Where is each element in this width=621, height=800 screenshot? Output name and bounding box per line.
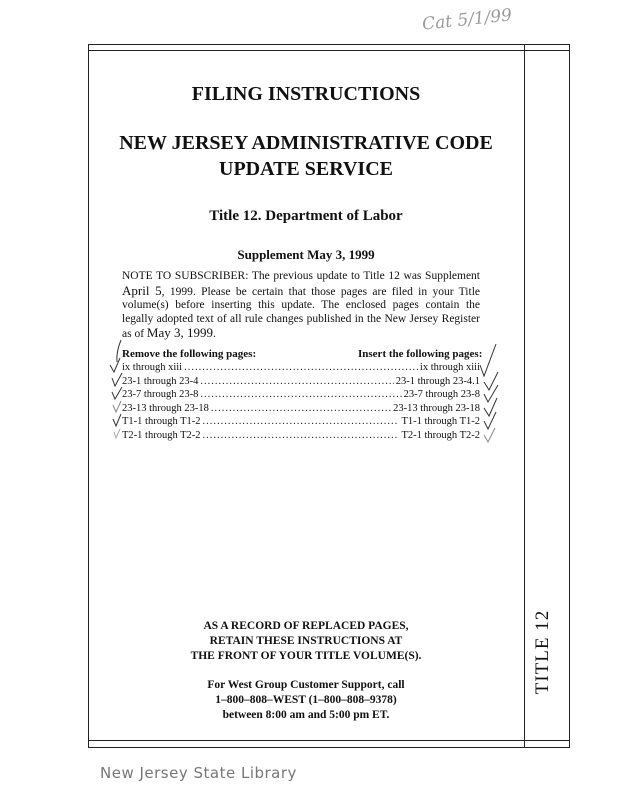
- support-info: [88, 678, 524, 723]
- remove-range: 23-13 through 23-18: [122, 402, 209, 414]
- remove-range: 23-7 through 23-8: [122, 389, 199, 400]
- support-hours: between 8:00 am and 5:00 pm ET.: [222, 709, 390, 721]
- check-mark-icon: [113, 414, 121, 426]
- title-line: Title 12. Department of Labor: [209, 208, 403, 224]
- support-line-1: For West Group Customer Support, call: [207, 679, 405, 691]
- library-stamp: New Jersey State Library: [100, 764, 297, 782]
- insert-range: ix through xiii: [419, 362, 480, 373]
- check-mark-icon: [480, 344, 496, 376]
- note-part3: .: [213, 328, 216, 340]
- note-date2: May 3, 1999: [146, 325, 214, 340]
- check-mark-icon: [110, 358, 120, 372]
- check-marks-left: [110, 340, 122, 438]
- remove-range: T2-1 through T2-2: [122, 429, 201, 441]
- check-mark-icon: [484, 372, 498, 390]
- check-mark-icon: [484, 428, 495, 442]
- heading-code-line1: NEW JERSEY ADMINISTRATIVE CODE: [119, 132, 493, 154]
- insert-range: T2-1 through T2-2: [401, 429, 480, 441]
- insert-range: 23-1 through 23-4.1: [395, 375, 480, 387]
- note-date1: April 5: [122, 282, 162, 298]
- check-mark-icon: [114, 429, 120, 438]
- insert-header: Insert the following pages:: [358, 348, 483, 360]
- remove-header: Remove the following pages:: [122, 348, 257, 360]
- insert-range: 23-13 through 23-18: [393, 402, 480, 414]
- heading-code-line2: UPDATE SERVICE: [219, 158, 393, 180]
- insert-range: 23-7 through 23-8: [403, 389, 480, 400]
- remove-range: ix through xiii: [122, 362, 183, 373]
- handwritten-note: Cat 5/1/99: [421, 5, 513, 35]
- check-mark-icon: [112, 387, 122, 399]
- record-notice: [88, 619, 524, 664]
- support-phone: 1–800–808–WEST (1–800–808–9378): [215, 694, 397, 706]
- remove-range: 23-1 through 23-4: [122, 375, 199, 387]
- record-line-1: AS A RECORD OF REPLACED PAGES,: [203, 620, 409, 632]
- note-part1: NOTE TO SUBSCRIBER: The previous update to Title 12 was Supplement: [122, 270, 480, 282]
- heading-filing-instructions: FILING INSTRUCTIONS: [191, 83, 421, 105]
- check-mark-icon: [113, 401, 121, 412]
- spine-title: TITLE 12: [532, 609, 553, 695]
- record-line-3: THE FRONT OF YOUR TITLE VOLUME(S).: [190, 650, 422, 662]
- remove-range: T1-1 through T1-2: [122, 416, 201, 427]
- check-mark-icon: [117, 340, 121, 362]
- check-mark-icon: [112, 373, 122, 386]
- check-marks-right: [480, 344, 498, 442]
- note-part2: , 1999. Please be certain that those pages are filed in your Title volume(s) before inserting this update. The enclosed pages contain the legally adopted text of all rule changes published in the New Jersey Register as of: [122, 285, 480, 340]
- supplement-line: Supplement May 3, 1999: [237, 247, 375, 262]
- record-line-2: RETAIN THESE INSTRUCTIONS AT: [209, 635, 403, 647]
- insert-range: T1-1 through T1-2: [401, 416, 480, 427]
